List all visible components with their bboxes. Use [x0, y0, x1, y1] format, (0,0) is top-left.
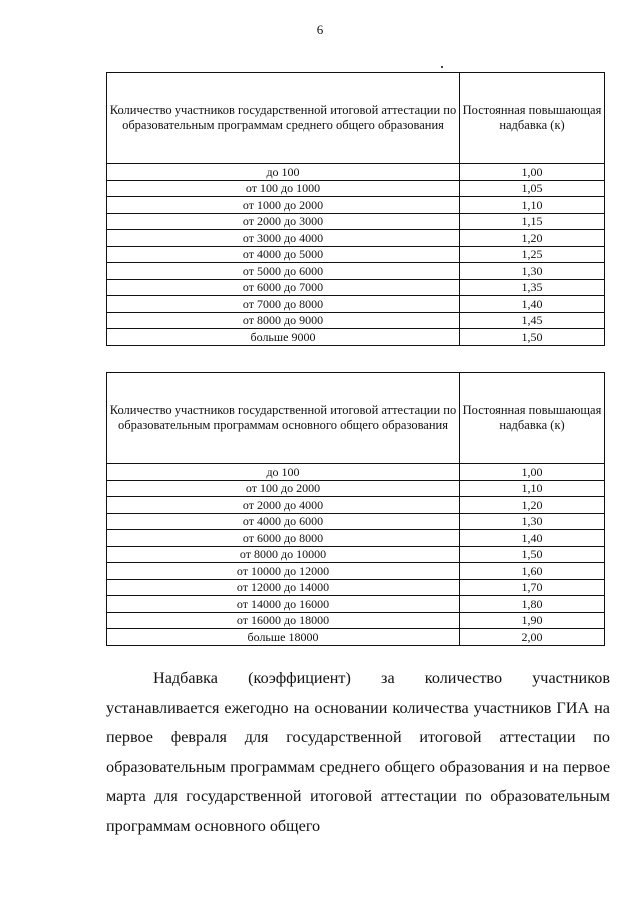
table-row: [107, 464, 605, 481]
participants-range-cell: от 7000 до 8000: [107, 296, 460, 313]
participants-range-cell: до 100: [107, 464, 460, 481]
participants-range-cell: от 2000 до 4000: [107, 497, 460, 514]
coefficient-cell: 1,05: [460, 180, 605, 197]
coefficient-cell: 1,80: [460, 596, 605, 613]
coefficient-cell: 1,40: [460, 530, 605, 547]
table-row: [107, 546, 605, 563]
coefficient-table-basic: [106, 372, 605, 646]
coefficient-cell: 1,00: [460, 464, 605, 481]
participants-range-cell: от 6000 до 7000: [107, 279, 460, 296]
participants-range-cell: от 6000 до 8000: [107, 530, 460, 547]
table-row: [107, 513, 605, 530]
table-row: [107, 296, 605, 313]
table-row: [107, 480, 605, 497]
coefficient-cell: 1,25: [460, 246, 605, 263]
participants-range-cell: от 4000 до 5000: [107, 246, 460, 263]
coefficient-cell: 1,50: [460, 329, 605, 346]
table-row: [107, 579, 605, 596]
table-row: [107, 197, 605, 214]
coefficient-cell: 1,60: [460, 563, 605, 580]
coefficient-cell: 1,20: [460, 497, 605, 514]
table-row: [107, 329, 605, 346]
participants-range-cell: больше 9000: [107, 329, 460, 346]
participants-range-cell: от 1000 до 2000: [107, 197, 460, 214]
participants-range-cell: от 3000 до 4000: [107, 230, 460, 247]
header-coefficient: Постоянная повышающая надбавка (к): [460, 73, 605, 164]
table-header-row: [107, 373, 605, 464]
table-row: [107, 497, 605, 514]
scan-speck: [441, 66, 443, 68]
participants-range-cell: от 2000 до 3000: [107, 213, 460, 230]
table-row: [107, 164, 605, 181]
header-participants-count: Количество участников государственной итоговой аттестации по образовательным программам основного общего образования: [107, 373, 460, 464]
coefficient-cell: 1,10: [460, 197, 605, 214]
participants-range-cell: от 4000 до 6000: [107, 513, 460, 530]
coefficient-cell: 1,30: [460, 513, 605, 530]
participants-range-cell: до 100: [107, 164, 460, 181]
coefficient-cell: 1,50: [460, 546, 605, 563]
coefficient-cell: 1,70: [460, 579, 605, 596]
participants-range-cell: от 100 до 2000: [107, 480, 460, 497]
page-number: 6: [316, 22, 324, 37]
table-row: [107, 612, 605, 629]
coefficient-cell: 1,00: [460, 164, 605, 181]
table-row: [107, 530, 605, 547]
participants-range-cell: от 8000 до 9000: [107, 312, 460, 329]
table-row: [107, 279, 605, 296]
coefficient-cell: 1,35: [460, 279, 605, 296]
coefficient-cell: 1,30: [460, 263, 605, 280]
table-row: [107, 312, 605, 329]
coefficient-cell: 1,10: [460, 480, 605, 497]
coefficient-cell: 1,45: [460, 312, 605, 329]
coefficient-cell: 1,15: [460, 213, 605, 230]
table-row: [107, 563, 605, 580]
participants-range-cell: от 5000 до 6000: [107, 263, 460, 280]
table-row: [107, 213, 605, 230]
table-header-row: [107, 73, 605, 164]
participants-range-cell: от 16000 до 18000: [107, 612, 460, 629]
participants-range-cell: больше 18000: [107, 629, 460, 646]
coefficient-table-secondary: [106, 72, 605, 346]
header-participants-count: Количество участников государственной итоговой аттестации по образовательным программам среднего общего образования: [107, 73, 460, 164]
participants-range-cell: от 8000 до 10000: [107, 546, 460, 563]
participants-range-cell: от 10000 до 12000: [107, 563, 460, 580]
participants-range-cell: от 14000 до 16000: [107, 596, 460, 613]
table-row: [107, 230, 605, 247]
table-row: [107, 596, 605, 613]
coefficient-cell: 2,00: [460, 629, 605, 646]
participants-range-cell: от 100 до 1000: [107, 180, 460, 197]
participants-range-cell: от 12000 до 14000: [107, 579, 460, 596]
table-row: [107, 263, 605, 280]
coefficient-cell: 1,90: [460, 612, 605, 629]
table-row: [107, 246, 605, 263]
coefficient-cell: 1,20: [460, 230, 605, 247]
body-paragraph: Надбавка (коэффициент) за количество участников устанавливается ежегодно на основании количества участников ГИА на первое февраля для государственной итоговой аттестации по образовательным программам среднего общего образования и на первое марта для государственной итоговой аттестации по образовательным программам основного общего: [106, 669, 610, 835]
coefficient-cell: 1,40: [460, 296, 605, 313]
table-row: [107, 180, 605, 197]
table-row: [107, 629, 605, 646]
header-coefficient: Постоянная повышающая надбавка (к): [460, 373, 605, 464]
